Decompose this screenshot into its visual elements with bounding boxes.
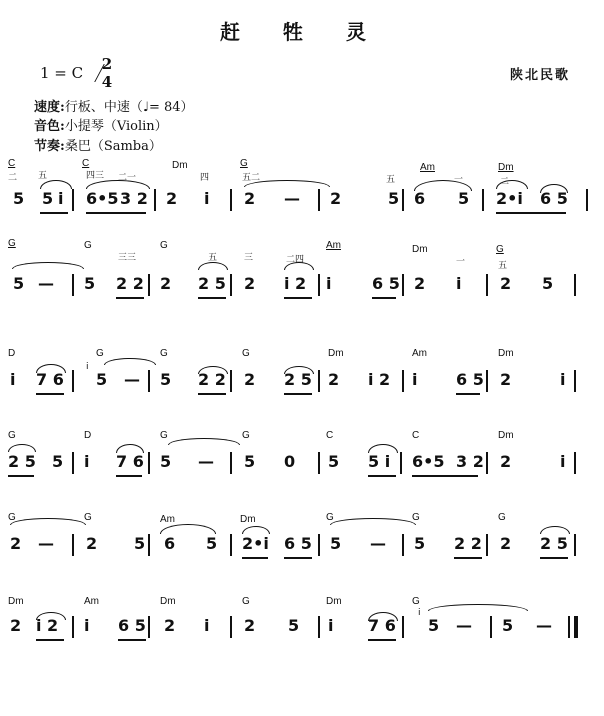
- barline: [400, 452, 402, 474]
- chord-symbol: Dm: [498, 430, 514, 441]
- underline: [412, 475, 478, 477]
- tempo-row: [34, 96, 194, 115]
- underline: [368, 475, 396, 477]
- chord-degree: 五: [498, 261, 508, 271]
- chord-symbol: G: [160, 430, 168, 441]
- note: i 2: [284, 274, 307, 293]
- barline: [72, 616, 74, 638]
- note: 2: [244, 616, 256, 635]
- chord-symbol: Am: [326, 240, 341, 251]
- note: 2 5: [8, 452, 36, 471]
- note: 5: [328, 452, 340, 471]
- note: 5: [244, 452, 256, 471]
- note: 6 5: [284, 534, 312, 553]
- note: 5: [502, 616, 514, 635]
- chord-symbol: Dm: [240, 514, 256, 525]
- barline: [148, 274, 150, 296]
- barline: [230, 616, 232, 638]
- barline: [490, 616, 492, 638]
- chord-degree: 三: [244, 253, 254, 263]
- note: 5: [160, 452, 172, 471]
- underline: [8, 475, 34, 477]
- barline: [486, 370, 488, 392]
- note: 5: [160, 370, 172, 389]
- barline: [318, 534, 320, 556]
- underline: [540, 557, 568, 559]
- chord-symbol: G: [496, 244, 504, 255]
- underline: [242, 557, 268, 559]
- barline: [486, 274, 488, 296]
- measure-line: [0, 614, 604, 638]
- note: 6•5: [412, 452, 445, 471]
- note: —: [284, 189, 300, 208]
- song-title: 赶 牲 灵: [220, 20, 384, 44]
- note: —: [38, 534, 54, 553]
- underline: [36, 393, 64, 395]
- chord-degree: 一: [454, 175, 464, 185]
- underline: [86, 212, 146, 214]
- note: 5: [42, 189, 54, 208]
- note: 7 6: [116, 452, 144, 471]
- chord-symbol: G: [160, 240, 168, 251]
- barline: [230, 452, 232, 474]
- chord-degree: 二一: [118, 173, 137, 183]
- chord-degree: 五: [38, 171, 48, 181]
- barline: [574, 370, 576, 392]
- slur: [244, 180, 330, 187]
- note: i: [560, 370, 566, 389]
- rhythm-label: 节奏:: [34, 139, 65, 154]
- note: 3 2: [120, 189, 148, 208]
- chord-symbol: G: [8, 430, 16, 441]
- note: —: [536, 616, 552, 635]
- chord-symbol: Am: [84, 596, 99, 607]
- note: i: [204, 189, 210, 208]
- note: 2: [10, 534, 22, 553]
- chord-degree: 四: [200, 173, 210, 183]
- note: 5: [542, 274, 554, 293]
- note: 2: [244, 370, 256, 389]
- note: 2: [500, 452, 512, 471]
- note: 5: [13, 274, 25, 293]
- barline: [318, 616, 320, 638]
- barline: [72, 534, 74, 556]
- note: 2: [328, 370, 340, 389]
- note: 5 i: [368, 452, 391, 471]
- note: —: [370, 534, 386, 553]
- note: i: [84, 452, 90, 471]
- note: 2 2: [116, 274, 144, 293]
- chord-symbol: G: [242, 596, 250, 607]
- barline: [148, 370, 150, 392]
- note: 2 5: [198, 274, 226, 293]
- note: 5: [388, 189, 400, 208]
- chord-symbol: Dm: [8, 596, 24, 607]
- note: 2: [414, 274, 426, 293]
- note: 2: [10, 616, 22, 635]
- note: 2: [166, 189, 178, 208]
- chord-symbol: Am: [420, 162, 435, 173]
- underline: [456, 393, 480, 395]
- barline: [574, 274, 576, 296]
- chord-symbol: G: [160, 348, 168, 359]
- slur: [428, 604, 528, 611]
- note: i 2: [36, 616, 59, 635]
- note: i: [326, 274, 332, 293]
- chord-symbol: G: [8, 238, 16, 249]
- underline: [36, 639, 64, 641]
- chord-symbol: G: [96, 348, 104, 359]
- underline: [118, 639, 146, 641]
- underline: [368, 639, 396, 641]
- barline: [154, 189, 156, 211]
- chord-degree: 五二: [242, 173, 261, 183]
- chord-symbol: G: [412, 596, 420, 607]
- barline: [318, 370, 320, 392]
- barline: [72, 370, 74, 392]
- barline: [402, 370, 404, 392]
- barline: [318, 274, 320, 296]
- note: 2: [244, 189, 256, 208]
- underline: [40, 212, 68, 214]
- note: 5: [330, 534, 342, 553]
- grace-note: i: [418, 608, 421, 618]
- chord-degree: 一: [456, 257, 466, 267]
- note: 2: [330, 189, 342, 208]
- note: 2: [500, 534, 512, 553]
- chord-symbol: D: [8, 348, 16, 359]
- note: 6 5: [118, 616, 146, 635]
- barline: [486, 534, 488, 556]
- key-signature: 1 = C: [40, 64, 84, 82]
- chord-symbol: Dm: [326, 596, 342, 607]
- note: 6: [164, 534, 176, 553]
- slur: [168, 438, 240, 445]
- underline: [116, 475, 142, 477]
- timbre-row: [34, 115, 168, 134]
- barline: [482, 189, 484, 211]
- slur: [284, 262, 314, 270]
- barline: [574, 534, 576, 556]
- note: 5: [428, 616, 440, 635]
- barline: [230, 274, 232, 296]
- chord-symbol: D: [84, 430, 92, 441]
- chord-symbol: C: [82, 158, 90, 169]
- chord-symbol: G: [8, 512, 16, 523]
- underline: [496, 212, 566, 214]
- chord-symbol: G: [498, 512, 506, 523]
- chord-symbol: Am: [412, 348, 427, 359]
- barline: [230, 370, 232, 392]
- final-barline-thin: [568, 616, 570, 638]
- slur: [198, 262, 228, 270]
- barline: [148, 616, 150, 638]
- rhythm-value: 桑巴（Samba）: [64, 139, 162, 154]
- chord-degree: 三三: [118, 253, 137, 263]
- slur: [10, 518, 86, 525]
- note: i: [10, 370, 16, 389]
- note: 5: [52, 452, 64, 471]
- note: 5: [288, 616, 300, 635]
- underline: [372, 297, 396, 299]
- chord-symbol: G: [412, 512, 420, 523]
- tempo-label: 速度:: [34, 100, 65, 115]
- chord-degree: 五: [208, 253, 218, 263]
- underline: [284, 297, 312, 299]
- chord-symbol: Dm: [412, 244, 428, 255]
- chord-symbol: G: [84, 240, 92, 251]
- barline: [574, 452, 576, 474]
- measure-line: [0, 532, 604, 556]
- underline: [116, 297, 144, 299]
- time-signature-top: 2: [101, 55, 113, 73]
- note: 2: [500, 274, 512, 293]
- note: 7 6: [368, 616, 396, 635]
- measure-line: [0, 450, 604, 474]
- chord-symbol: Dm: [328, 348, 344, 359]
- underline: [284, 393, 312, 395]
- barline: [72, 274, 74, 296]
- note: 2: [244, 274, 256, 293]
- note: 6 5: [540, 189, 568, 208]
- chord-symbol: Dm: [172, 160, 188, 171]
- slur: [330, 518, 416, 525]
- note: 6 5: [456, 370, 484, 389]
- slur: [12, 262, 84, 269]
- chord-degree: 二: [500, 177, 510, 187]
- chord-symbol: Dm: [498, 348, 514, 359]
- underline: [284, 557, 312, 559]
- grace-note: i: [86, 362, 89, 372]
- note: 2 2: [198, 370, 226, 389]
- note: 5: [96, 370, 108, 389]
- note: 7 6: [36, 370, 64, 389]
- final-barline-thick: [574, 616, 578, 638]
- note: —: [456, 616, 472, 635]
- barline: [230, 189, 232, 211]
- note: 2: [86, 534, 98, 553]
- note: 0: [284, 452, 296, 471]
- barline: [402, 274, 404, 296]
- chord-symbol: C: [8, 158, 16, 169]
- song-origin: 陕北民歌: [509, 68, 570, 83]
- note: i: [412, 370, 418, 389]
- note: i: [58, 189, 64, 208]
- rhythm-row: [34, 135, 162, 154]
- note: i: [84, 616, 90, 635]
- chord-symbol: Dm: [498, 162, 514, 173]
- chord-degree: 二: [8, 173, 18, 183]
- chord-degree: 五: [386, 175, 396, 185]
- note: 5: [84, 274, 96, 293]
- barline: [148, 452, 150, 474]
- barline: [402, 534, 404, 556]
- note: 5: [206, 534, 218, 553]
- note: 3 2: [456, 452, 484, 471]
- note: i: [560, 452, 566, 471]
- note: —: [38, 274, 54, 293]
- note: 2 5: [540, 534, 568, 553]
- measure-line: [0, 368, 604, 392]
- underline: [198, 297, 226, 299]
- note: 2•i: [496, 189, 523, 208]
- note: i 2: [368, 370, 391, 389]
- barline: [486, 452, 488, 474]
- barline: [72, 452, 74, 474]
- note: i: [456, 274, 462, 293]
- chord-symbol: G: [242, 430, 250, 441]
- note: 6: [414, 189, 426, 208]
- timbre-value: 小提琴（Violin）: [64, 119, 168, 134]
- note: 2 5: [284, 370, 312, 389]
- barline: [586, 189, 588, 211]
- barline: [148, 534, 150, 556]
- note: —: [198, 452, 214, 471]
- underline: [454, 557, 482, 559]
- barline: [402, 189, 404, 211]
- chord-symbol: G: [84, 512, 92, 523]
- note: 5: [13, 189, 25, 208]
- chord-symbol: Am: [160, 514, 175, 525]
- measure-line: [0, 272, 604, 296]
- note: 2: [500, 370, 512, 389]
- note: 2•i: [242, 534, 269, 553]
- barline: [72, 189, 74, 211]
- note: 6 5: [372, 274, 400, 293]
- note: 6•5: [86, 189, 119, 208]
- chord-symbol: G: [242, 348, 250, 359]
- underline: [198, 393, 226, 395]
- chord-symbol: C: [326, 430, 334, 441]
- chord-symbol: C: [412, 430, 420, 441]
- timbre-label: 音色:: [34, 119, 65, 134]
- barline: [230, 534, 232, 556]
- note: i: [328, 616, 334, 635]
- measure-line: [0, 187, 604, 211]
- chord-degree: 二四: [286, 255, 305, 265]
- barline: [318, 452, 320, 474]
- tempo-value: 行板、中速（♩= 84）: [64, 100, 194, 115]
- barline: [402, 616, 404, 638]
- slur: [104, 358, 156, 365]
- time-signature: [96, 56, 118, 90]
- chord-symbol: G: [326, 512, 334, 523]
- barline: [318, 189, 320, 211]
- note: 5: [458, 189, 470, 208]
- chord-symbol: Dm: [160, 596, 176, 607]
- note: 5: [414, 534, 426, 553]
- note: i: [204, 616, 210, 635]
- note: 2: [164, 616, 176, 635]
- note: 2: [160, 274, 172, 293]
- note: 2 2: [454, 534, 482, 553]
- chord-symbol: G: [240, 158, 248, 169]
- chord-degree: 四三: [86, 171, 105, 181]
- note: 5: [134, 534, 146, 553]
- time-signature-bottom: 4: [101, 73, 113, 91]
- note: —: [124, 370, 140, 389]
